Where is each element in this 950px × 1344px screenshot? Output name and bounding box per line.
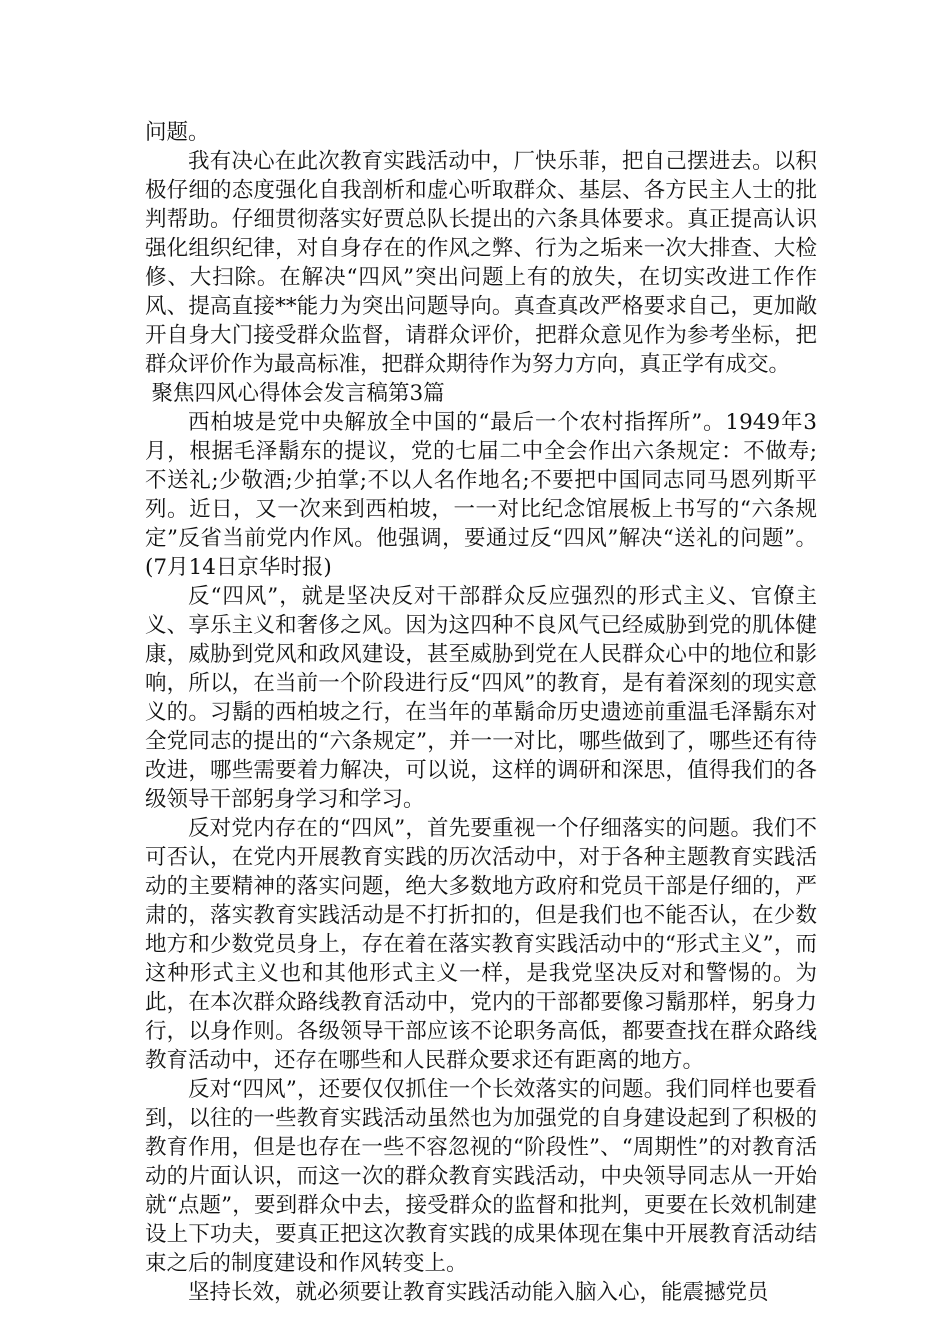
paragraph-long-term: 反对“四风”，还要仅仅抓住一个长效落实的问题。我们同样也要看到，以往的一些教育实践活动虽然也为加强党的自身建设起到了积极的教育作用，但是也存在一些不容忽视的“阶段性”、“周期性”的对教育活动的片面认识，而这一次的群众教育实践活动，中央领导同志从一开始就“点题”，要到群众中去，接受群众的监督和批判，更要在长效机制建设上下功夫，要真正把这次教育实践的成果体现在集中开展教育活动结束之后的制度建设和作风转变上。 bbox=[145, 1077, 817, 1276]
paragraph-implementation: 反对党内存在的“四风”，首先要重视一个仔细落实的问题。我们不可否认，在党内开展教育实践的历次活动中，对于各种主题教育实践活动的主要精神的落实问题，绝大多数地方政府和党员干部是仔细的，严肃的，落实教育实践活动是不打折扣的，但是我们也不能否认，在少数地方和少数党员身上，存在着在落实教育实践活动中的“形式主义”，而这种形式主义也和其他形式主义一样，是我党坚决反对和警惕的。为此，在本次群众路线教育活动中，党内的干部都要像习鬍那样，躬身力行，以身作则。各级领导干部应该不论职务高低，都要查找在群众路线教育活动中，还存在哪些和人民群众要求还有距离的地方。 bbox=[145, 816, 817, 1073]
paragraph-resolve: 我有决心在此次教育实践活动中，厂快乐菲，把自己摆进去。以积极仔细的态度强化自我剖析和虚心听取群众、基层、各方民主人士的批判帮助。仔细贯彻落实好贾总队长提出的六条具体要求。真正提高认识强化组织纪律，对自身存在的作风之弊、行为之垢来一次大排查、大检修、大扫除。在解决“四风”突出问题上有的放失，在切实改进工作作风、提高直接**能力为突出问题导向。真查真改严格要求自己，更加敞开自身大门接受群众监督，请群众评价，把群众意见作为参考坐标，把群众评价作为最高标准，把群众期待作为努力方向，真正学有成交。 bbox=[145, 149, 817, 377]
paragraph-four-winds: 反“四风”，就是坚决反对干部群众反应强烈的形式主义、官僚主义、享乐主义和奢侈之风。因为这四种不良风气已经威胁到党的肌体健康，威胁到党风和政风建设，甚至威胁到党在人民群众心中的地位和影响，所以，在当前一个阶段进行反“四风”的教育，是有着深刻的现实意义的。习鬍的西柏坡之行，在当年的革鬍命历史遗迹前重温毛泽鬍东对全党同志的提出的“六条规定”，并一一对比，哪些做到了，哪些还有待改进，哪些需要着力解决，可以说，这样的调研和深思，值得我们的各级领导干部躬身学习和学习。 bbox=[145, 584, 817, 812]
continued-text: 问题。 bbox=[145, 120, 210, 145]
paragraph-xibaipo: 西柏坡是党中央解放全中国的“最后一个农村指挥所”。1949年3月，根据毛泽鬍东的提议，党的七届二中全会作出六条规定：不做寿;不送礼;少敬酒;少拍掌;不以人名作地名;不要把中国同志同马恩列斯平列。近日，又一次来到西柏坡，一一对比纪念馆展板上书写的“六条规定”反省当前党内作风。他强调，要通过反“四风”解决“送礼的问题”。(7月14日京华时报) bbox=[145, 410, 817, 580]
section-title: 聚焦四风心得体会发言稿第3篇 bbox=[151, 381, 445, 406]
paragraph-persistence: 坚持长效，就必须要让教育实践活动能入脑入心，能震撼党员 bbox=[188, 1280, 769, 1305]
document-page bbox=[145, 118, 817, 1307]
